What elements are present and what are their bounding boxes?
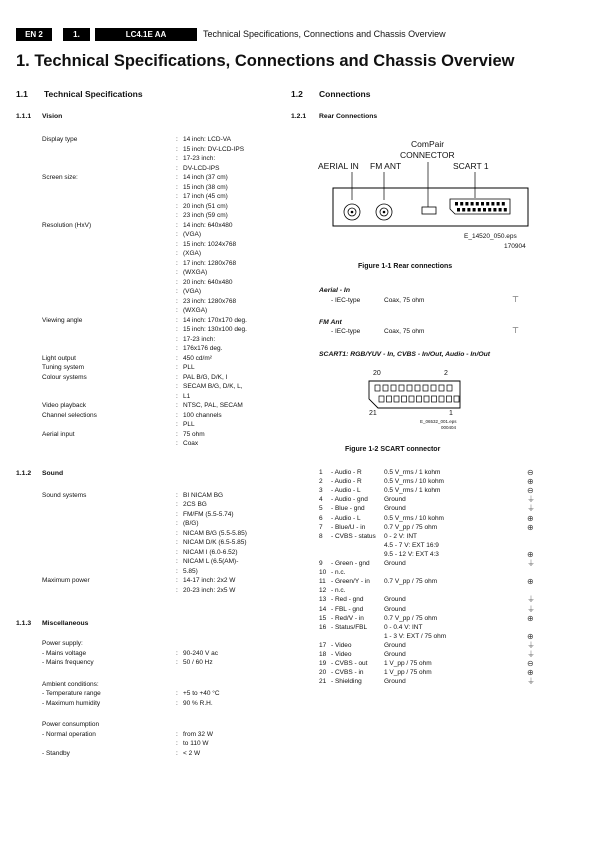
vision-title: Vision <box>42 113 63 120</box>
spec-colon: : <box>176 373 178 381</box>
pin-signal-icon: ⏚ <box>527 604 535 614</box>
scart-heading: SCART1: RGB/YUV - In, CVBS - In/Out, Audio - In/Out <box>319 351 491 358</box>
fm-ant-heading: FM Ant <box>319 319 342 326</box>
spec-colon: : <box>176 354 178 362</box>
scart-pin1-label: 1 <box>449 410 453 417</box>
pin-value: Ground <box>384 678 406 686</box>
spec-value: 15 inch (38 cm) <box>183 183 228 191</box>
compair-label-2: CONNECTOR <box>400 150 455 160</box>
spec-value: NICAM B/G (5.5-5.85) <box>183 529 247 537</box>
spec-label: Display type <box>42 136 78 143</box>
pin-value: 1 - 3 V: EXT / 75 ohm <box>384 632 447 640</box>
sound-title: Sound <box>42 469 64 477</box>
spec-colon: : <box>176 749 178 757</box>
scart-pin2-label: 2 <box>444 370 448 377</box>
header-chapter-badge: 1. <box>63 28 90 41</box>
spec-value: 14 inch: 640x480 <box>183 221 233 229</box>
rear-connections-title: Rear Connections <box>319 113 378 120</box>
fig1-caption: Figure 1-1 Rear connections <box>358 263 453 270</box>
pin-number: 6 <box>319 514 323 522</box>
scart-pin21-label: 21 <box>369 410 377 417</box>
pin-number: 17 <box>319 641 327 649</box>
spec-value: 17 inch (45 cm) <box>183 193 228 200</box>
scart-pin-top <box>399 385 404 391</box>
pin-signal-icon: ⊕ <box>527 631 534 641</box>
spec-value: 14 inch: 170x170 deg. <box>183 316 247 324</box>
pin-number: 16 <box>319 623 327 631</box>
spec-value: 90-240 V ac <box>183 649 219 657</box>
spec-colon: : <box>176 501 178 508</box>
pin-name: - Audio - gnd <box>331 496 368 504</box>
pin-value: 9.5 - 12 V: EXT 4:3 <box>384 550 439 558</box>
pin-name: - Blue - gnd <box>331 505 365 513</box>
spec-colon: : <box>176 392 178 400</box>
pin-number: 10 <box>319 569 327 577</box>
scart-pin-top <box>423 385 428 391</box>
spec-label: - Mains frequency <box>42 659 94 666</box>
pin-number: 20 <box>319 669 327 677</box>
scart-pin-bottom <box>424 396 429 402</box>
spec-value: 20 inch (51 cm) <box>183 202 228 210</box>
pin-value: Ground <box>384 560 406 567</box>
spec-value: DV-LCD-IPS <box>183 164 220 172</box>
pin-value: Ground <box>384 605 406 613</box>
spec-colon: : <box>176 586 178 594</box>
rear-connections-number: 1.2.1 <box>291 113 307 120</box>
spec-value: 17 inch: 1280x768 <box>183 259 237 267</box>
connections-title: Connections <box>319 89 371 99</box>
spec-label: - Maximum humidity <box>42 699 101 707</box>
spec-value: (B/G) <box>183 520 199 527</box>
spec-value: NTSC, PAL, SECAM <box>183 402 243 409</box>
fig1-date: 170904 <box>504 243 526 250</box>
spec-label: Tuning system <box>42 364 85 371</box>
spec-value: NICAM D/K (6.5-5.85) <box>183 539 247 546</box>
spec-colon: : <box>176 164 178 172</box>
fig2-date: 000404 <box>441 425 457 430</box>
spec-value: 23 inch: 1280x768 <box>183 297 237 305</box>
fig2-caption: Figure 1-2 SCART connector <box>345 446 441 453</box>
pin-name: - n.c. <box>331 569 346 577</box>
pin-value: Ground <box>384 496 406 504</box>
pin-signal-icon: ⏚ <box>527 677 535 687</box>
misc-group-heading: Power consumption <box>42 721 100 728</box>
scart-pin-bottom <box>447 396 452 402</box>
spec-value: 5.85) <box>183 567 198 575</box>
spec-label: - Standby <box>42 749 70 757</box>
spec-colon: : <box>176 183 178 191</box>
spec-label: Viewing angle <box>42 316 83 324</box>
spec-colon: : <box>176 269 178 276</box>
aerial-in-heading: Aerial - In <box>319 287 350 294</box>
spec-label: Colour systems <box>42 373 87 381</box>
scart-pin-bottom <box>439 396 444 402</box>
pin-number: 7 <box>319 523 323 531</box>
spec-value: 17-23 inch: <box>183 335 216 343</box>
pin-number: 4 <box>319 496 323 504</box>
pin-signal-icon: ⊖ <box>527 468 534 477</box>
spec-colon: : <box>176 221 178 229</box>
pin-value: 0.7 V_pp / 75 ohm <box>384 578 438 586</box>
spec-value: 450 cd/m² <box>183 354 212 362</box>
pin-name: - Status/FBL <box>331 623 368 631</box>
spec-colon: : <box>176 699 178 707</box>
spec-value: Coax <box>183 440 199 447</box>
section-number: 1.1 <box>16 89 28 99</box>
spec-colon: : <box>176 335 178 343</box>
spec-value: 23 inch (59 cm) <box>183 212 228 219</box>
spec-value: 15 inch: DV-LCD-IPS <box>183 145 245 153</box>
spec-colon: : <box>176 659 178 666</box>
spec-colon: : <box>176 136 178 143</box>
spec-colon: : <box>176 411 178 419</box>
scart-pin-bottom <box>387 396 392 402</box>
spec-value: 14 inch: LCD-VA <box>183 136 231 143</box>
spec-colon: : <box>176 326 178 333</box>
spec-label: - Mains voltage <box>42 649 87 657</box>
pin-number: 15 <box>319 614 327 622</box>
pin-value: Ground <box>384 641 406 649</box>
spec-value: NICAM L (6.5(AM)- <box>183 558 239 565</box>
header-model-badge: LC4.1E AA <box>95 28 197 41</box>
pin-number: 19 <box>319 660 327 668</box>
pin-name: - Green - gnd <box>331 560 370 567</box>
spec-value: 20-23 inch: 2x5 W <box>183 586 236 594</box>
spec-colon: : <box>176 421 178 428</box>
pin-name: - Audio - L <box>331 487 361 495</box>
pin-value: Ground <box>384 505 406 513</box>
spec-value: PAL B/G, D/K, I <box>183 373 228 381</box>
spec-value: 176x176 deg. <box>183 345 223 352</box>
pin-name: - CVBS - in <box>331 669 364 677</box>
aerial-iec-label: - IEC-type <box>331 297 361 304</box>
scart-pin20-label: 20 <box>373 370 381 377</box>
spec-label: Maximum power <box>42 577 90 584</box>
fig2-code: E_06532_001.eps <box>420 419 457 424</box>
pin-value: 0.5 V_rms / 1 kohm <box>384 469 441 476</box>
spec-label: Sound systems <box>42 491 87 499</box>
spec-label: Screen size: <box>42 174 78 181</box>
spec-colon: : <box>176 307 178 314</box>
pin-name: - Video <box>331 651 352 658</box>
spec-value: 75 ohm <box>183 430 205 438</box>
scart-pin-top <box>391 385 396 391</box>
pin-name: - Blue/U - in <box>331 523 366 531</box>
spec-label: - Temperature range <box>42 690 101 697</box>
scart-pin-bottom <box>379 396 384 402</box>
pin-name: - Video <box>331 641 352 649</box>
spec-colon: : <box>176 491 178 499</box>
page-title: 1. Technical Specifications, Connections and Chassis Overview <box>16 52 515 70</box>
spec-value: +5 to +40 °C <box>183 690 220 697</box>
scart-pin-bottom <box>402 396 407 402</box>
pin-name: - n.c. <box>331 587 346 595</box>
spec-value: NICAM I (6.0-6.52) <box>183 548 238 556</box>
spec-colon: : <box>176 690 178 697</box>
pin-value: 0.5 V_rms / 10 kohm <box>384 478 444 486</box>
pin-name: - Audio - R <box>331 478 362 486</box>
spec-label: Resolution (HxV) <box>42 221 92 229</box>
spec-value: L1 <box>183 392 191 400</box>
pin-number: 5 <box>319 505 323 513</box>
spec-colon: : <box>176 278 178 286</box>
pin-signal-icon: ⏚ <box>527 640 535 650</box>
scart-pin-top <box>415 385 420 391</box>
spec-label: Light output <box>42 354 76 362</box>
pin-name: - CVBS - status <box>331 532 376 540</box>
spec-colon: : <box>176 288 178 295</box>
spec-colon: : <box>176 539 178 546</box>
scart-pin-bottom <box>409 396 414 402</box>
spec-colon: : <box>176 430 178 438</box>
aerial-coax-icon: ⊤ <box>512 295 519 304</box>
spec-colon: : <box>176 212 178 219</box>
pin-value: 1 V_pp / 75 ohm <box>384 660 432 668</box>
pin-signal-icon: ⏚ <box>527 595 535 605</box>
spec-value: 14 inch (37 cm) <box>183 174 228 181</box>
scart-pin-bottom <box>454 396 459 402</box>
spec-colon: : <box>176 402 178 409</box>
pin-name: - Red/V - in <box>331 614 364 622</box>
pin-value: 0 - 2 V: INT <box>384 532 417 540</box>
pin-number: 13 <box>319 596 327 604</box>
header-title: Technical Specifications, Connections and Chassis Overview <box>203 29 446 39</box>
spec-colon: : <box>176 145 178 153</box>
pin-name: - Audio - L <box>331 514 361 522</box>
pin-signal-icon: ⊕ <box>527 668 534 678</box>
pin-name: - Green/Y - in <box>331 578 370 586</box>
scart-pin-top <box>447 385 452 391</box>
spec-value: 14-17 inch: 2x2 W <box>183 577 236 584</box>
pin-signal-icon: ⊕ <box>527 522 534 532</box>
pin-value: 0.7 V_pp / 75 ohm <box>384 523 438 531</box>
pin-number: 14 <box>319 605 327 613</box>
pin-number: 3 <box>319 487 323 495</box>
pin-number: 8 <box>319 532 323 540</box>
spec-colon: : <box>176 383 178 390</box>
pin-signal-icon: ⊕ <box>527 613 534 623</box>
spec-colon: : <box>176 440 178 447</box>
pin-value: Ground <box>384 596 406 604</box>
spec-colon: : <box>176 548 178 556</box>
spec-value: 15 inch: 130x100 deg. <box>183 326 247 333</box>
pin-value: 0.7 V_pp / 75 ohm <box>384 614 438 622</box>
spec-value: 17-23 inch: <box>183 155 216 162</box>
fm-ant-label: FM ANT <box>370 161 402 171</box>
pin-value: 0.5 V_rms / 1 kohm <box>384 487 441 495</box>
pin-signal-icon: ⊕ <box>527 577 534 587</box>
spec-colon: : <box>176 345 178 352</box>
pin-number: 18 <box>319 651 327 658</box>
header-lang-badge: EN 2 <box>16 28 52 41</box>
scart-pin-bottom <box>394 396 399 402</box>
scart-pin-bottom <box>417 396 422 402</box>
spec-value: BI NICAM BG <box>183 491 224 499</box>
spec-value: < 2 W <box>183 749 201 757</box>
aerial-iec-value: Coax, 75 ohm <box>384 297 425 304</box>
spec-value: 15 inch: 1024x768 <box>183 240 237 248</box>
spec-value: 2CS BG <box>183 501 207 508</box>
pin-value: 4.5 - 7 V: EXT 16:9 <box>384 541 439 549</box>
spec-colon: : <box>176 520 178 527</box>
spec-colon: : <box>176 240 178 248</box>
spec-colon: : <box>176 529 178 537</box>
spec-value: 20 inch: 640x480 <box>183 278 233 286</box>
spec-colon: : <box>176 577 178 584</box>
spec-value: (WXGA) <box>183 269 208 276</box>
spec-value: 100 channels <box>183 411 222 419</box>
fm-iec-value: Coax, 75 ohm <box>384 328 425 335</box>
scart-pin-top <box>439 385 444 391</box>
pin-name: - Audio - R <box>331 469 362 476</box>
spec-colon: : <box>176 364 178 371</box>
pin-signal-icon: ⊕ <box>527 549 534 559</box>
spec-colon: : <box>176 316 178 324</box>
spec-value: FM/FM (5.5-5.74) <box>183 510 234 518</box>
pin-number: 2 <box>319 478 323 486</box>
pin-name: - Red - gnd <box>331 596 364 604</box>
spec-value: SECAM B/G, D/K, L, <box>183 383 243 390</box>
pin-number: 12 <box>319 587 327 595</box>
aerial-in-label: AERIAL IN <box>318 161 359 171</box>
vision-number: 1.1.1 <box>16 113 32 120</box>
spec-value: (VGA) <box>183 231 202 238</box>
scart-pin-bottom <box>432 396 437 402</box>
scart-pin-top <box>383 385 388 391</box>
pin-signal-icon: ⏚ <box>527 495 535 505</box>
fig1-code: E_14520_050.eps <box>464 233 517 240</box>
spec-value: (XGA) <box>183 250 202 257</box>
spec-label: Channel selections <box>42 411 97 419</box>
spec-value: (VGA) <box>183 288 202 295</box>
pin-signal-icon: ⊕ <box>527 477 534 487</box>
pin-signal-icon: ⊖ <box>527 659 534 669</box>
spec-colon: : <box>176 558 178 565</box>
spec-colon: : <box>176 193 178 200</box>
spec-label: - Normal operation <box>42 730 96 738</box>
spec-colon: : <box>176 259 178 267</box>
pin-signal-icon: ⊖ <box>527 486 534 496</box>
pin-number: 1 <box>319 469 323 476</box>
pin-number: 21 <box>319 678 327 686</box>
spec-value: to 110 W <box>183 740 209 747</box>
spec-colon: : <box>176 567 178 575</box>
pin-signal-icon: ⏚ <box>527 559 535 568</box>
pin-name: - Shielding <box>331 678 362 686</box>
spec-colon: : <box>176 155 178 162</box>
spec-colon: : <box>176 510 178 518</box>
scart-pin-top <box>431 385 436 391</box>
spec-colon: : <box>176 231 178 238</box>
pin-name: - CVBS - out <box>331 660 368 668</box>
spec-value: 90 % R.H. <box>183 699 213 707</box>
pin-name: - FBL - gnd <box>331 605 364 613</box>
spec-label: Aerial input <box>42 430 75 438</box>
pin-signal-icon: ⏚ <box>527 504 535 514</box>
spec-colon: : <box>176 730 178 738</box>
spec-colon: : <box>176 250 178 257</box>
spec-colon: : <box>176 202 178 210</box>
fm-coax-icon: ⊤ <box>512 326 519 335</box>
spec-value: PLL <box>183 421 195 428</box>
pin-signal-icon: ⊕ <box>527 513 534 523</box>
pin-value: 0 - 0.4 V: INT <box>384 623 423 631</box>
misc-group-heading: Power supply: <box>42 640 83 647</box>
spec-value: from 32 W <box>183 730 213 738</box>
pin-signal-icon: ⏚ <box>527 650 535 659</box>
spec-value: PLL <box>183 364 195 371</box>
misc-group-heading: Ambient conditions: <box>42 680 99 688</box>
misc-title: Miscellaneous <box>42 620 89 627</box>
pin-value: 0.5 V_rms / 10 kohm <box>384 514 444 522</box>
pin-number: 9 <box>319 560 323 567</box>
scart-pin-top <box>375 385 380 391</box>
spec-colon: : <box>176 297 178 305</box>
fm-iec-label: - IEC-type <box>331 328 361 335</box>
pin-value: Ground <box>384 651 406 658</box>
spec-value: (WXGA) <box>183 307 208 314</box>
scart1-label: SCART 1 <box>453 161 489 171</box>
section-title: Technical Specifications <box>44 89 143 99</box>
connections-number: 1.2 <box>291 89 303 99</box>
spec-colon: : <box>176 649 178 657</box>
misc-number: 1.1.3 <box>16 620 32 627</box>
sound-number: 1.1.2 <box>16 469 32 477</box>
compair-label-1: ComPair <box>411 139 445 149</box>
scart-pin-top <box>407 385 412 391</box>
spec-colon: : <box>176 174 178 181</box>
spec-label: Video playback <box>42 402 86 409</box>
pin-value: 1 V_pp / 75 ohm <box>384 669 432 677</box>
pin-number: 11 <box>319 578 326 586</box>
spec-value: 50 / 60 Hz <box>183 659 213 666</box>
spec-colon: : <box>176 740 178 747</box>
